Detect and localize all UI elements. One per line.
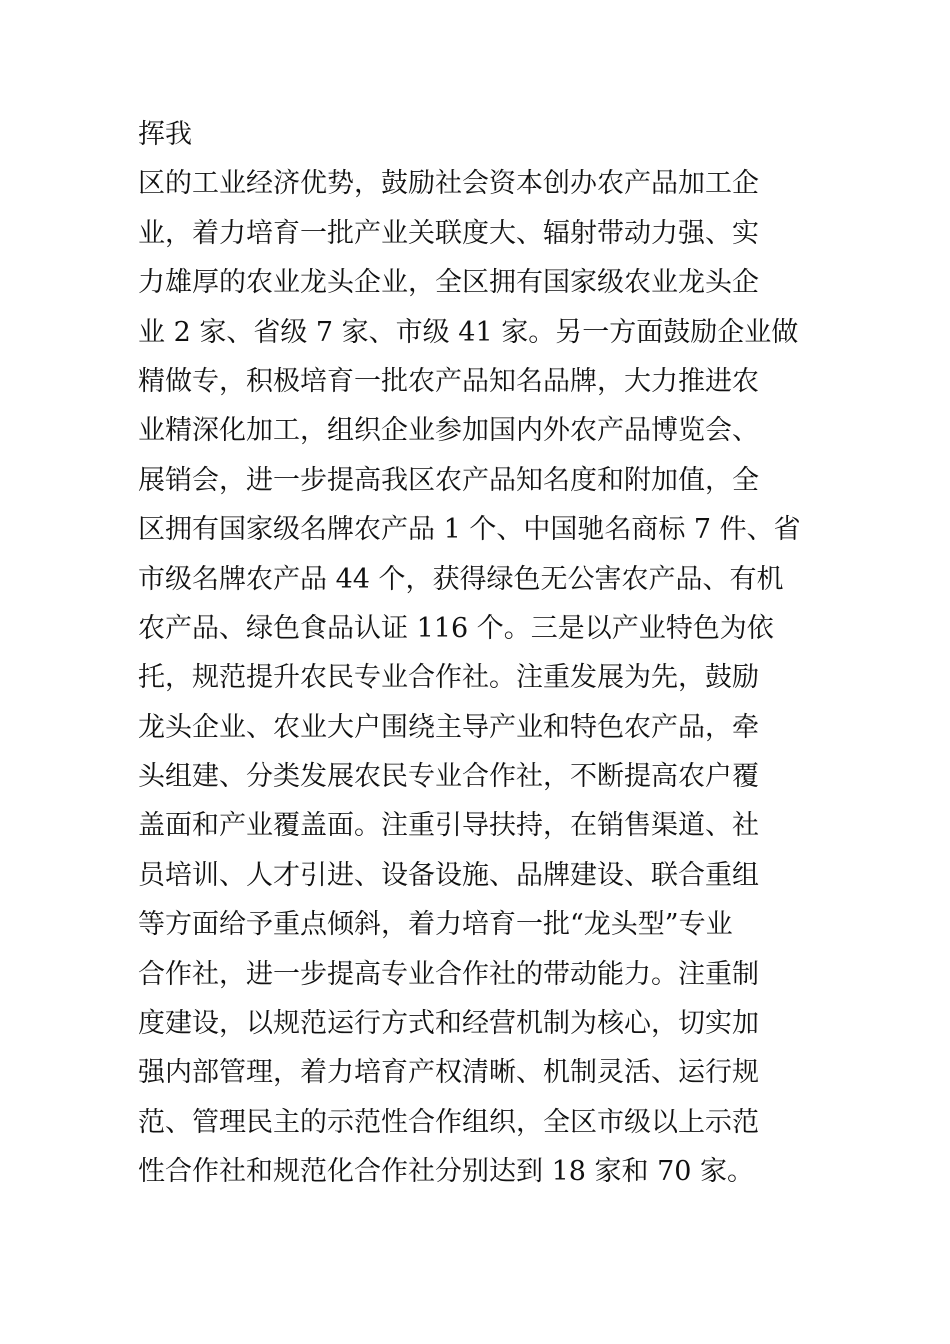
text-line: 范、管理民主的示范性合作组织，全区市级以上示范: [138, 1106, 759, 1138]
text-line: 性合作社和规范化合作社分别达到 18 家和 70 家。: [138, 1156, 755, 1188]
text-line: 等方面给予重点倾斜，着力培育一批“龙头型”专业: [138, 909, 733, 941]
body-text: [138, 110, 838, 1197]
text-line: 区的工业经济优势，鼓励社会资本创办农产品加工企: [138, 168, 759, 200]
text-line: 力雄厚的农业龙头企业，全区拥有国家级农业龙头企: [138, 267, 759, 299]
text-line: 强内部管理，着力培育产权清晰、机制灵活、运行规: [138, 1057, 759, 1089]
text-line: 区拥有国家级名牌农产品 1 个、中国驰名商标 7 件、省: [138, 514, 801, 546]
text-line: 员培训、人才引进、设备设施、品牌建设、联合重组: [138, 859, 759, 891]
text-line: 挥我: [138, 119, 192, 150]
text-line: 头组建、分类发展农民专业合作社，不断提高农户覆: [138, 761, 759, 793]
text-line: 合作社，进一步提高专业合作社的带动能力。注重制: [138, 958, 759, 990]
text-line: 度建设，以规范运行方式和经营机制为核心，切实加: [138, 1008, 759, 1040]
text-line: 托，规范提升农民专业合作社。注重发展为先，鼓励: [138, 662, 759, 694]
text-line: 盖面和产业覆盖面。注重引导扶持，在销售渠道、社: [138, 810, 759, 842]
text-line: 业精深化加工，组织企业参加国内外农产品博览会、: [138, 415, 759, 447]
text-line: 展销会，进一步提高我区农产品知名度和附加值，全: [138, 464, 759, 496]
text-line: 农产品、绿色食品认证 116 个。三是以产业特色为依: [138, 612, 774, 644]
text-line: 业 2 家、省级 7 家、市级 41 家。另一方面鼓励企业做: [138, 316, 799, 348]
text-line: 市级名牌农产品 44 个，获得绿色无公害农产品、有机: [138, 563, 784, 595]
text-line: 业，着力培育一批产业关联度大、辐射带动力强、实: [138, 217, 759, 249]
text-line: 龙头企业、农业大户围绕主导产业和特色农产品，牵: [138, 711, 759, 743]
text-line: 精做专，积极培育一批农产品知名品牌，大力推进农: [138, 365, 759, 397]
